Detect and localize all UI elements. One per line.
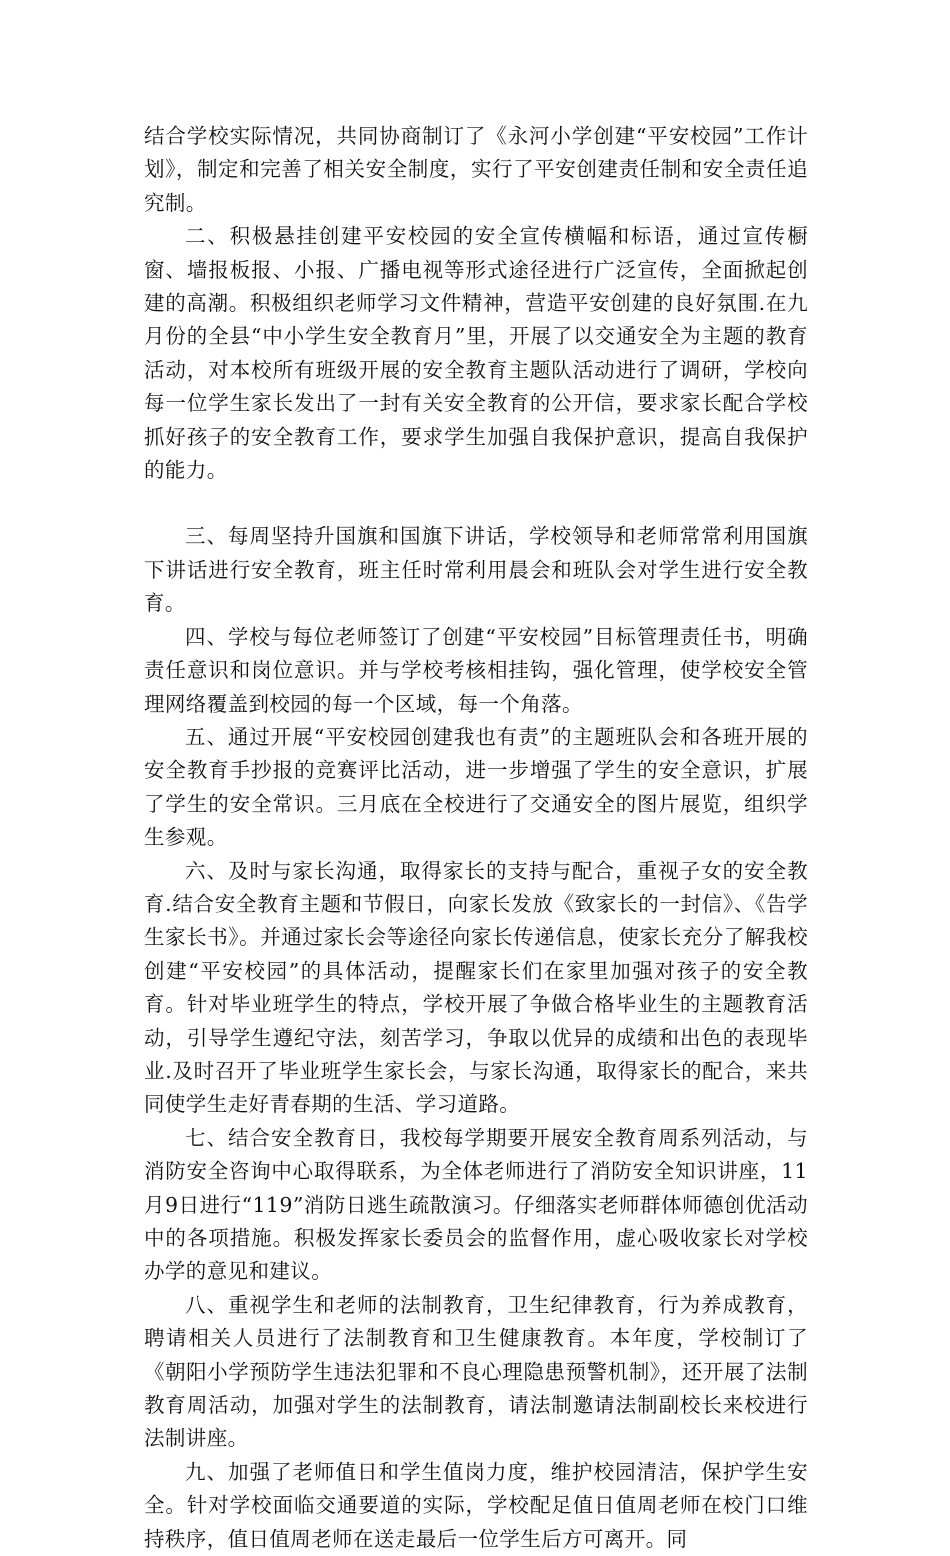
document-body: [144, 120, 808, 1556]
paragraph-item-3: 三、每周坚持升国旗和国旗下讲话，学校领导和老师常常利用国旗下讲话进行安全教育，班主任时常利用晨会和班队会对学生进行安全教育。: [144, 524, 808, 616]
paragraph-item-8: 八、重视学生和老师的法制教育，卫生纪律教育，行为养成教育，聘请相关人员进行了法制教育和卫生健康教育。本年度，学校制订了《朝阳小学预防学生违法犯罪和不良心理隐患预警机制》，还开展了法制教育周活动，加强对学生的法制教育，请法制邀请法制副校长来校进行法制讲座。: [144, 1292, 808, 1451]
paragraph-item-4: 四、学校与每位老师签订了创建“平安校园”目标管理责任书，明确责任意识和岗位意识。并与学校考核相挂钩，强化管理，使学校安全管理网络覆盖到校园的每一个区域，每一个角落。: [144, 624, 808, 716]
paragraph-item-9: 九、加强了老师值日和学生值岗力度，维护校园清洁，保护学生安全。针对学校面临交通要道的实际，学校配足值日值周老师在校门口维持秩序，值日值周老师在送走最后一位学生后方可离开。同: [144, 1459, 808, 1551]
paragraph-item-5: 五、通过开展“平安校园创建我也有责”的主题班队会和各班开展的安全教育手抄报的竞赛评比活动，进一步增强了学生的安全意识，扩展了学生的安全常识。三月底在全校进行了交通安全的图片展览，组织学生参观。: [144, 724, 808, 850]
paragraph-item-7: 七、结合安全教育日，我校每学期要开展安全教育周系列活动，与消防安全咨询中心取得联系，为全体老师进行了消防安全知识讲座，11月9日进行“119”消防日逃生疏散演习。仔细落实老师群体师德创优活动中的各项措施。积极发挥家长委员会的监督作用，虚心吸收家长对学校办学的意见和建议。: [144, 1125, 808, 1284]
paragraph-item-2: 二、积极悬挂创建平安校园的安全宣传横幅和标语，通过宣传橱窗、墙报板报、小报、广播电视等形式途径进行广泛宣传，全面掀起创建的高潮。积极组织老师学习文件精神，营造平安创建的良好氛围.在九月份的全县“中小学生安全教育月”里，开展了以交通安全为主题的教育活动，对本校所有班级开展的安全教育主题队活动进行了调研，学校向每一位学生家长发出了一封有关安全教育的公开信，要求家长配合学校抓好孩子的安全教育工作，要求学生加强自我保护意识，提高自我保护的能力。: [144, 224, 808, 483]
paragraph-intro-continuation: 结合学校实际情况，共同协商制订了《永河小学创建“平安校园”工作计划》，制定和完善了相关安全制度，实行了平安创建责任制和安全责任追究制。: [144, 124, 808, 215]
paragraph-item-6: 六、及时与家长沟通，取得家长的支持与配合，重视子女的安全教育.结合安全教育主题和节假日，向家长发放《致家长的一封信》、《告学生家长书》。并通过家长会等途径向家长传递信息，使家长充分了解我校创建“平安校园”的具体活动，提醒家长们在家里加强对孩子的安全教育。针对毕业班学生的特点，学校开展了争做合格毕业生的主题教育活动，引导学生遵纪守法，刻苦学习，争取以优异的成绩和出色的表现毕业.及时召开了毕业班学生家长会，与家长沟通，取得家长的配合，来共同使学生走好青春期的生活、学习道路。: [144, 858, 808, 1117]
